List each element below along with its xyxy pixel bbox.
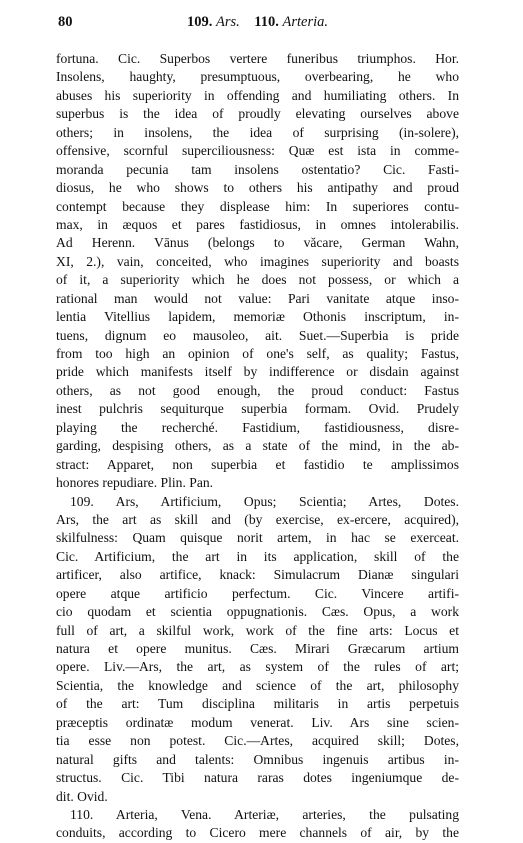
text-line: Ars, the art as skill and (by exercise, ex-ercere, acquired), — [56, 511, 459, 527]
text-line: lentia Vitellius lapidem, memoriæ Othonis inscriptum, in- — [56, 309, 459, 325]
text-line: contempt because they displease him: In superiores contu- — [56, 198, 459, 214]
text-line: Cic. Artificium, the art in its application, skill of the — [56, 548, 459, 564]
text-line: moranda pecunia tam insolens ostentatio? Cic. Fasti- — [56, 161, 459, 177]
text-line: pride which manifests itself by indifference or disdain against — [56, 364, 459, 380]
text-line: conduits, according to Cicero mere channels of air, by the — [56, 825, 459, 841]
section-title-arteria: Arteria. — [282, 14, 328, 30]
text-line: of it, a superiority which he does not possess, or which a — [56, 272, 459, 288]
text-line: superbus is the idea of proudly elevating ourselves above — [56, 106, 459, 122]
section-heading-110: 110. Arteria, Vena. Arteriæ, arteries, the pulsating — [70, 806, 459, 822]
text-line: max, in æquos et pares fastidiosus, in omnes intolerabilis. — [56, 216, 459, 232]
text-line: opere atque artificio perfectum. Cic. Vincere artifi- — [56, 585, 459, 601]
text-line: præceptis ordinatæ modum venerat. Liv. Ars sine scien- — [56, 714, 459, 730]
text-line: others, as not good enough, the proud conduct: Fastus — [56, 382, 459, 398]
page-number: 80 — [58, 14, 73, 30]
section-number-109: 109. — [187, 14, 213, 30]
text-line: Insolens, haughty, presumptuous, overbearing, he who — [56, 69, 459, 85]
text-line: of the art: Tum disciplina militaris in artis perpetuis — [56, 696, 459, 712]
body-text — [56, 50, 459, 843]
text-line: abuses his superiority in offending and humiliating others. In — [56, 87, 459, 103]
text-line: tuens, dignum eo mausoleo, ait. Suet.—Superbia is pride — [56, 327, 459, 343]
text-line: inest pulchris sequiturque superbia formam. Ovid. Prudely — [56, 401, 459, 417]
text-line: offensive, scornful superciliousness: Quæ est ista in comme- — [56, 143, 459, 159]
text-line: garding, despising others, as a state of the mind, in the ab- — [56, 438, 459, 454]
text-line: fortuna. Cic. Superbos vertere funeribus triumphos. Hor. — [56, 51, 459, 66]
text-line: stract: Apparet, non superbia et fastidio te amplissimos — [56, 456, 459, 472]
text-line: tia esse non potest. Cic.—Artes, acquired skill; Dotes, — [56, 733, 459, 749]
text-line: dit. Ovid. — [56, 788, 108, 804]
text-line: Scientia, the knowledge and science of the art, philosophy — [56, 677, 459, 693]
text-line: from too high an opinion of one's self, as quality; Fastus, — [56, 346, 459, 361]
text-line: Ad Herenn. Vānus (belongs to văcare, German Wahn, — [56, 235, 459, 251]
text-line: full of art, a skilful work, work of the fine arts: Locus et — [56, 622, 459, 638]
text-line: cio quodam et scientia oppugnationis. Cæs. Opus, a work — [56, 604, 459, 620]
text-line: playing the recherché. Fastidium, fastidiousness, disre- — [56, 419, 459, 435]
section-heading-109: 109. Ars, Artificium, Opus; Scientia; Artes, Dotes. — [70, 493, 459, 509]
text-line: rational man would not value: Pari vanitate atque inso- — [56, 290, 459, 306]
section-number-110: 110. — [254, 14, 279, 30]
text-line: honores repudiare. Plin. Pan. — [56, 475, 214, 491]
text-line: natura et opere munitus. Cæs. Mirari Græcarum artium — [56, 641, 459, 656]
section-title-ars: Ars. — [216, 14, 240, 30]
text-line: structus. Cic. Tibi natura raras dotes ingeniumque de- — [56, 770, 459, 786]
text-line: natural gifts and talents: Omnibus ingenuis artibus in- — [56, 751, 459, 767]
text-line: others; in insolens, the idea of surprising (in-solere), — [56, 124, 459, 140]
text-line: artificer, also artifice, knack: Simulacrum Dianæ singulari — [56, 567, 459, 583]
text-line: diosus, he who shows to others his antipathy and proud — [56, 180, 459, 196]
text-line: opere. Liv.—Ars, the art, as system of the rules of art; — [56, 659, 459, 675]
text-line: skilfulness: Quam quisque norit artem, in hac se exerceat. — [56, 530, 459, 546]
page — [56, 14, 459, 843]
running-header — [56, 14, 459, 36]
running-title — [56, 14, 459, 31]
text-line: XI, 2.), vain, conceited, who imagines superiority and boasts — [56, 253, 459, 269]
